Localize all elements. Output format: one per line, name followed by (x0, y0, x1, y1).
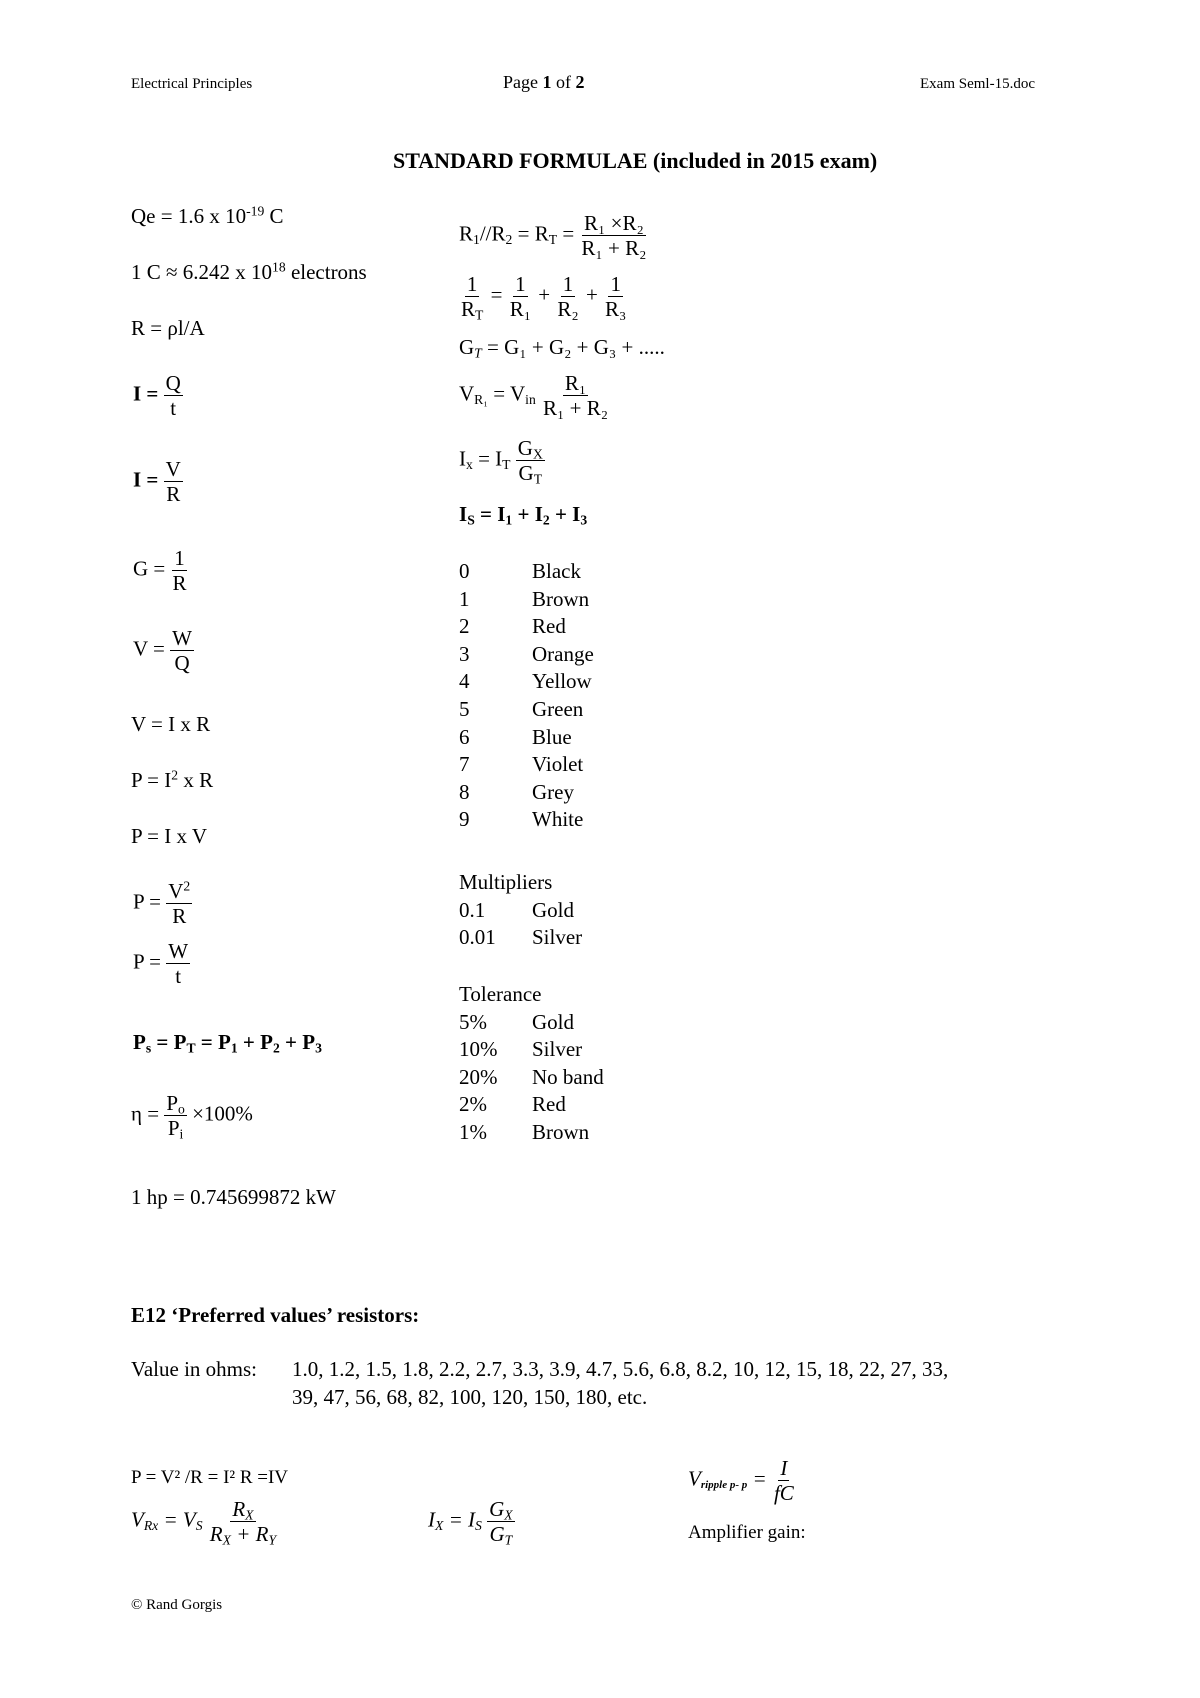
formula-current-sum: $I_S = I_1 + I_2 + I_3$ (459, 502, 588, 528)
e12-values-line1: 1.0, 1.2, 1.5, 1.8, 2.2, 2.7, 3.3, 3.9, 4.7, 5.6, 6.8, 8.2, 10, 12, 15, 18, 22, 27, 33, (292, 1357, 949, 1381)
formula-coulomb: 1 C ≈ 6.242 x $10^{18}$ electrons (131, 259, 367, 284)
table-row: 3 Orange (459, 641, 594, 666)
table-row: 7 Violet (459, 752, 584, 777)
formula-power-v2r: P = $\frac{V^2}{R}$ (133, 878, 191, 929)
formula-efficiency: η = $\frac{P_o}{P_i}$ ×100% (131, 1091, 253, 1142)
multipliers-heading: Multipliers (459, 870, 553, 894)
color-code-table (459, 559, 594, 835)
formula-total-conductance: $G_T = G_1 + G_2 + G_3$ + ..... (459, 335, 665, 361)
formula-qe: Qe = 1.6 x $10^{-19}$ C (131, 203, 284, 228)
e12-heading: E12 ‘Preferred values’ resistors: (131, 1303, 420, 1327)
formula-current-divider: $I_x = I_T$ $\frac{G_X}{G_T}$ (459, 436, 543, 487)
header-left: Electrical Principles (131, 76, 253, 92)
formula-current-divider-bottom: $I_X = I_S$ $\frac{G_X}{G_T}$ (428, 1497, 513, 1548)
page-indicator (503, 72, 585, 93)
tolerance-heading: Tolerance (459, 982, 542, 1006)
formula-power-iv: P = I x V (131, 824, 208, 848)
formula-power-sum: $P_s = P_T = P_1 + P_2 + P_3$ (133, 1030, 322, 1056)
tolerance-table (459, 982, 604, 1148)
table-row: 10% Silver (459, 1037, 583, 1062)
header-right: Exam Seml-15.doc (920, 76, 1035, 92)
table-row: 6 Blue (459, 724, 572, 749)
e12-values-line2: 39, 47, 56, 68, 82, 100, 120, 150, 180, etc. (292, 1385, 648, 1409)
formula-resistivity: R = ρl/A (131, 316, 205, 340)
table-row: 2% Red (459, 1092, 566, 1117)
table-row: 5% Gold (459, 1009, 574, 1034)
table-row: 9 White (459, 807, 584, 832)
formula-ripple-voltage: $V_{ripple p- p}$ = $\frac{I}{fC}$ (688, 1456, 794, 1506)
formula-conductance: G = $\frac{1}{R}$ (133, 546, 187, 596)
multipliers-table (459, 870, 582, 953)
table-row: 0 Black (459, 559, 581, 583)
formula-i-q-t: I = $\frac{Q}{t}$ (133, 371, 181, 421)
formula-reciprocal-resistance: $\frac{1}{R_T}$ = $\frac{1}{\text{R₁}}$ + $\frac{1}{\text{R₂}}$ + $\frac{1}{\text{R₃}}$ (461, 272, 627, 323)
formula-horsepower: 1 hp = 0.745699872 kW (131, 1185, 336, 1209)
formula-parallel-resistance: $R_1//R_2 = R_T$ = $\frac{\text{R₁ ×R₂}}{\text{R₁ + R₂}}$ (459, 211, 647, 261)
footer-copyright: © Rand Gorgis (131, 1597, 223, 1613)
formula-power-combined: P = V² /R = I² R =IV (131, 1467, 289, 1488)
page-total: 2 (575, 72, 585, 92)
formula-power-i2r: $P = I^2$ x R (131, 767, 214, 792)
table-row: 2 Red (459, 614, 566, 639)
table-row: 4 Yellow (459, 669, 592, 694)
page-number: 1 (542, 72, 552, 92)
page-title: STANDARD FORMULAE (included in 2015 exam) (393, 148, 878, 173)
formula-ohms-law: V = I x R (131, 712, 211, 736)
amplifier-gain-label: Amplifier gain: (688, 1522, 806, 1543)
table-row: 0.1 Gold (459, 897, 574, 922)
table-row: 1% Brown (459, 1119, 590, 1144)
table-row: 0.01 Silver (459, 925, 583, 950)
page-of: of (556, 72, 571, 92)
e12-label: Value in ohms: (131, 1357, 257, 1381)
table-row: 1 Brown (459, 586, 590, 611)
table-row: 8 Grey (459, 779, 574, 804)
formula-voltage-divider: $V_{R_1} = V_{in}$ $\frac{\text{R₁}}{\text{R₁ + R₂}}$ (459, 371, 609, 421)
formula-voltage-divider-bottom: $V_{Rx} = V_S$ $\frac{R_X}{R_X + R_Y}$ (131, 1497, 277, 1548)
table-row: 5 Green (459, 696, 584, 721)
page-prefix: Page (503, 72, 538, 92)
formula-voltage: V = $\frac{W}{Q}$ (133, 626, 192, 676)
formula-power-wt: P = $\frac{W}{t}$ (133, 939, 189, 989)
table-row: 20% No band (459, 1064, 604, 1089)
formula-i-v-r: I = $\frac{V}{R}$ (133, 457, 181, 507)
